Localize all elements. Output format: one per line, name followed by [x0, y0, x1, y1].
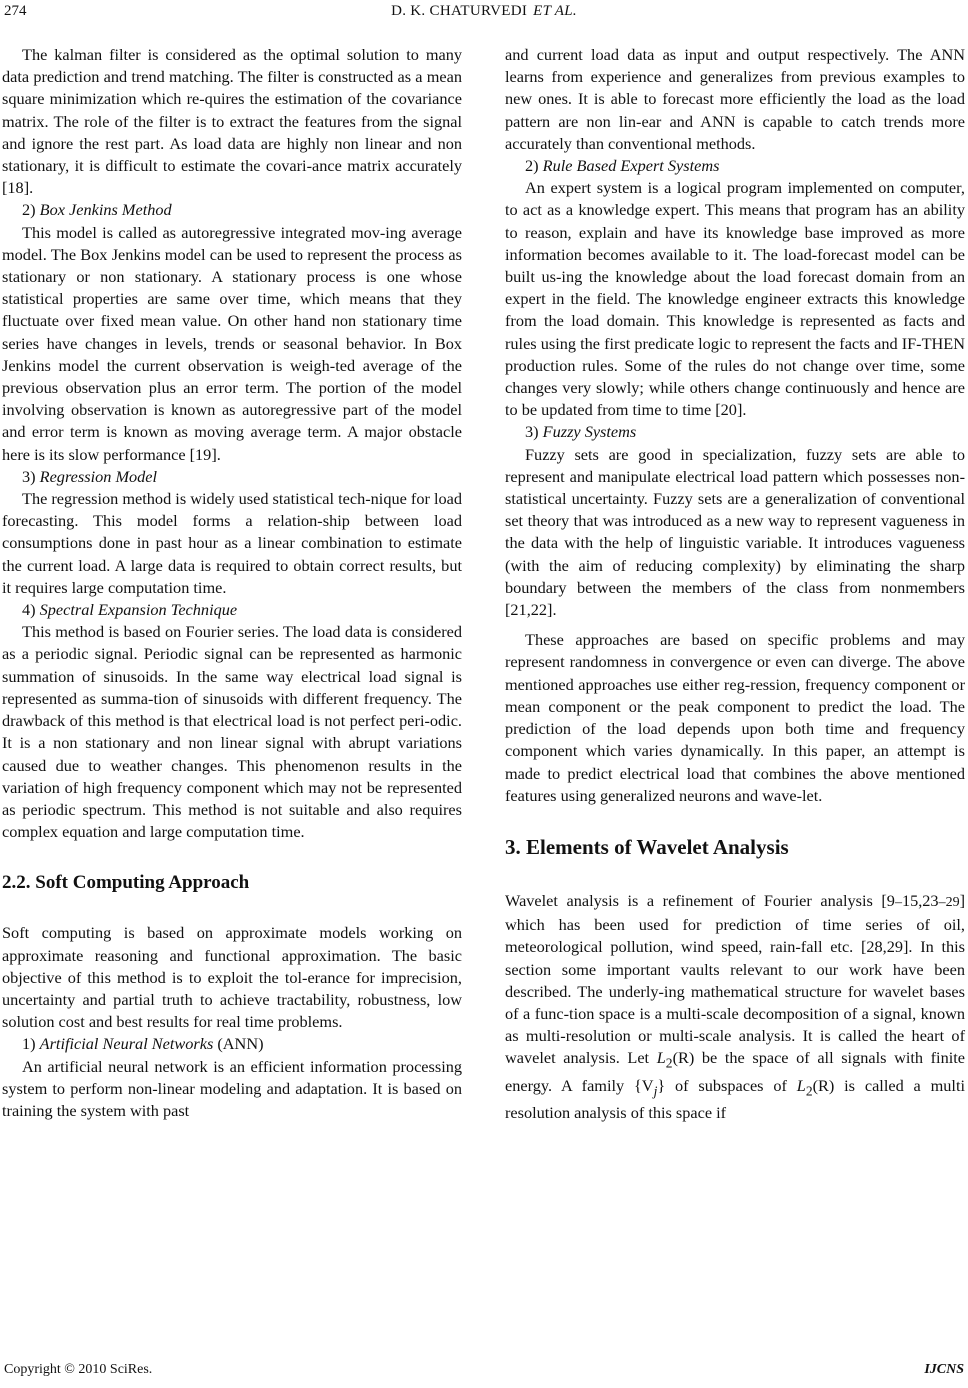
math-symbol: L	[656, 1048, 666, 1068]
subheading-title: Regression Model	[39, 466, 158, 486]
paragraph-gap	[505, 621, 965, 629]
paragraph-spectral: This method is based on Fourier series. The load data is considered as a periodic signal. Periodic signal can be represented as harmonic summation of sinusoids. In the same way electrical load signal is represented as summa-tion of sinusoids with different frequency. The drawback of this method is that electrical load is not perfect peri-odic. It is a non stationary and non linear signal with abrupt variations caused due to weather changes. This phenomenon results in the variation of high frequency component which may not be represented as periodic spectrum. This method is not suitable and also requires complex equation and large computation time.	[2, 622, 462, 842]
paragraph-kalman: The kalman filter is considered as the optimal solution to many data prediction and trend matching. The filter is constructed as a mean square minimization which re-quires the estimation of the covariance matrix. The role of the filter is to extract the features from the signal and ignore the rest part. As load data are highly non linear and non stationary, it is difficult to estimate the covari-ance matrix accurately [18].	[2, 45, 462, 198]
paragraph-expert-systems: An expert system is a logical program implemented on computer, to act as a knowledge expert. This means that program has an ability to reason, explain and have its knowledge base improved as more information becomes available to it. The load-forecast model can be built us-ing the knowledge about the load forecast domain from an expert in the field. The knowledge engineer extracts this knowledge from the load domain. This knowledge is represented as facts and rules using the first predicate logic to represent the facts and IF-THEN production rules. Some of the rules do not change over time, some changes very slowly; while others change continuously and hence are to be updated from time to time [20].	[505, 178, 965, 420]
paragraph-approaches: These approaches are based on specific problems and may represent randomness in convergence or even can diverge. The above mentioned approaches use either reg-ression, frequency component or mean component or the peak component to predict the load. The prediction of the load depends upon both time and frequency component which varies dynamically. In this paper, an attempt is made to predict electrical load that combines the above mentioned features using generalized neurons and wave-let.	[505, 630, 965, 805]
paragraph-fuzzy: Fuzzy sets are good in specialization, fuzzy sets are able to represent and manipulate electrical load pattern which possesses non-statistical uncertainty. Fuzzy sets are a generalization of conventional set theory that was introduced as a new way to represent vagueness in the data with the help of linguistic variable. It introduces vagueness (with the aim of reducing complexity) by eliminating the sharp boundary between the members of the class from nonmembers [21,22].	[505, 444, 965, 620]
subheading-number: 2)	[525, 156, 543, 176]
subheading-title: Fuzzy Systems	[542, 422, 637, 442]
running-head-authors: D. K. CHATURVEDI	[391, 3, 528, 19]
journal-name: IJCNS	[924, 1362, 964, 1377]
subheading-title: Artificial Neural Networks	[39, 1034, 214, 1054]
math-symbol: L	[796, 1075, 806, 1095]
copyright-notice: Copyright © 2010 SciRes.	[4, 1362, 153, 1377]
subheading-abbrev: (ANN)	[213, 1034, 264, 1054]
subheading-number: 4)	[22, 600, 40, 620]
page-header	[0, 3, 968, 25]
paragraph-ann: An artificial neural network is an efficient information processing system to perform non-linear modeling and adaptation. It is based on training the system with past	[2, 1056, 462, 1120]
subheading-ann	[2, 1033, 462, 1055]
math-subscript: j	[653, 1083, 658, 1099]
text-run: } of subspaces of	[657, 1075, 797, 1095]
subheading-fuzzy	[505, 421, 965, 443]
right-column	[505, 44, 965, 1124]
section-heading-wavelet: 3. Elements of Wavelet Analysis	[505, 834, 789, 859]
page-number: 274	[4, 3, 27, 19]
text-run: 15,23	[901, 890, 939, 910]
subheading-number: 3)	[22, 466, 40, 486]
text-run: –	[894, 894, 902, 910]
section-heading-soft-computing: 2.2. Soft Computing Approach	[2, 872, 250, 894]
text-run: ] which has been used for prediction of time series of oil, meteorological pollution, wind speed, rain-fall etc. [28,29]. In this section some important vaults relevant to our work have been described. The underly-ing mathematical structure for wavelet bases of a func-tion space is a multi-scale decomposition of a signal, known as multi-resolution or multi-scale analysis. It is called the heart of wavelet analysis. Let	[505, 890, 965, 1068]
subheading-number: 1)	[22, 1034, 40, 1054]
paragraph-soft-computing: Soft computing is based on approximate models working on approximate reasoning and functional approximation. The basic objective of this method is to exploit the tol-erance for imprecision, uncertainty and partial truth to achieve tractability, robustness, low solution cost and best results for real time problems.	[2, 923, 462, 1032]
running-head	[0, 3, 968, 20]
subheading-title: Spectral Expansion Technique	[39, 600, 238, 620]
subheading-title: Rule Based Expert Systems	[542, 156, 720, 176]
subheading-expert-systems	[505, 155, 965, 177]
subheading-title: Box Jenkins Method	[39, 200, 172, 220]
text-run: (R) is called a multi resolution analysis of this space if	[505, 1075, 965, 1123]
text-run: (R) be the space of all signals with finite energy. A family {V	[505, 1048, 965, 1095]
running-head-et-al: ET AL.	[533, 3, 577, 19]
subheading-box-jenkins	[2, 199, 462, 221]
paragraph-wavelet	[505, 890, 965, 1125]
left-column	[2, 44, 462, 1122]
text-run: Wavelet analysis is a refinement of Fourier analysis [9	[505, 890, 895, 910]
subheading-number: 2)	[22, 200, 40, 220]
subheading-number: 3)	[525, 422, 543, 442]
math-subscript: 2	[805, 1083, 813, 1099]
paragraph-ann-continued: and current load data as input and output respectively. The ANN learns from experience and generalizes from previous examples to new ones. It is able to forecast more efficiently the load as the load pattern are non lin-ear and ANN is capable to catch trends more accurately than conventional methods.	[505, 45, 965, 153]
paragraph-box-jenkins: This model is called as autoregressive integrated mov-ing average model. The Box Jenkins model can be used to represent the process as stationary or non stationary. A stationary process is one whose statistical properties are same over time, which means that they fluctuate over fixed mean value. On other hand non stationary time series have changes in levels, trends or seasonal behavior. In Box Jenkins model the current observation is weigh-ted average of the previous observation plus an error term. The portion of the model involving observation is known as autoregressive part of the model and error term is known as moving average term. A major obstacle here is its slow performance [19].	[2, 222, 462, 464]
subheading-spectral	[2, 599, 462, 621]
math-subscript: 2	[665, 1055, 673, 1071]
subheading-regression	[2, 466, 462, 488]
paragraph-regression: The regression method is widely used statistical tech-nique for load forecasting. This model forms a relation-ship between load consumptions done in past hour as a linear combination to estimate the current load. A large data is required to obtain correct results, but it requires large computation time.	[2, 489, 462, 597]
text-run: –29	[938, 894, 960, 910]
